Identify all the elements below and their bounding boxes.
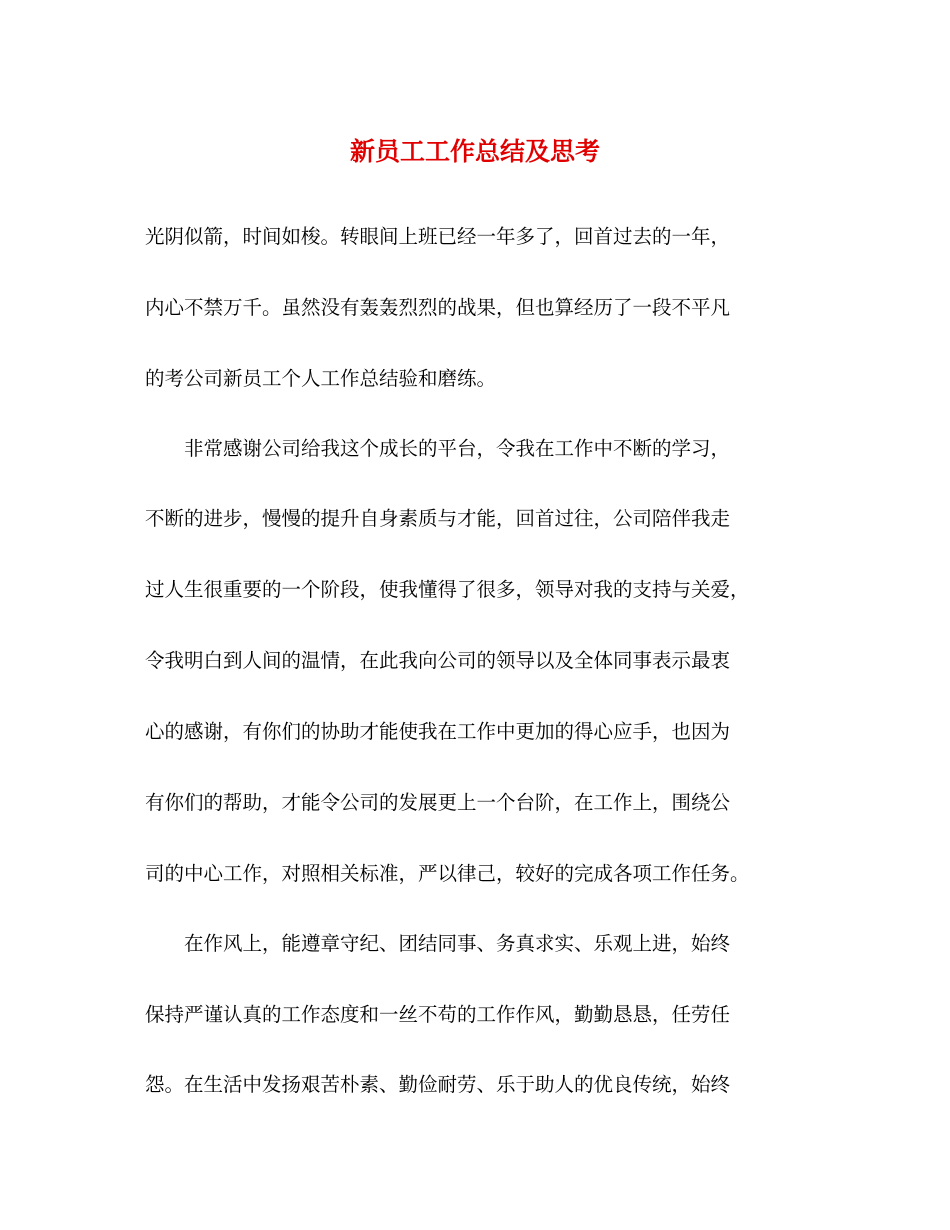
body-line-10: 司的中心工作，对照相关标准，严以律己，较好的完成各项工作任务。 [145, 862, 750, 885]
body-line-2: 内心不禁万千。虽然没有轰轰烈烈的战果，但也算经历了一段不平凡 [145, 296, 731, 319]
body-line-4: 非常感谢公司给我这个成长的平台，令我在工作中不断的学习， [145, 437, 731, 460]
body-line-9: 有你们的帮助，才能令公司的发展更上一个台阶，在工作上，围绕公 [145, 791, 731, 814]
document-title: 新员工工作总结及思考 [349, 137, 600, 166]
body-line-7: 令我明白到人间的温情，在此我向公司的领导以及全体同事表示最衷 [145, 649, 731, 672]
body-line-3: 的考公司新员工个人工作总结验和磨练。 [145, 367, 497, 390]
body-line-8: 心的感谢，有你们的协助才能使我在工作中更加的得心应手，也因为 [145, 720, 731, 743]
body-line-13: 怨。在生活中发扬艰苦朴素、勤俭耐劳、乐于助人的优良传统，始终 [145, 1073, 731, 1096]
body-line-5: 不断的进步，慢慢的提升自身素质与才能，回首过往，公司陪伴我走 [145, 507, 731, 530]
body-line-12: 保持严谨认真的工作态度和一丝不苟的工作作风，勤勤恳恳，任劳任 [145, 1003, 731, 1026]
body-line-1: 光阴似箭，时间如梭。转眼间上班已经一年多了，回首过去的一年， [145, 225, 731, 248]
body-line-6: 过人生很重要的一个阶段，使我懂得了很多，领导对我的支持与关爱， [145, 578, 750, 601]
body-line-11: 在作风上，能遵章守纪、团结同事、务真求实、乐观上进，始终 [145, 932, 731, 955]
